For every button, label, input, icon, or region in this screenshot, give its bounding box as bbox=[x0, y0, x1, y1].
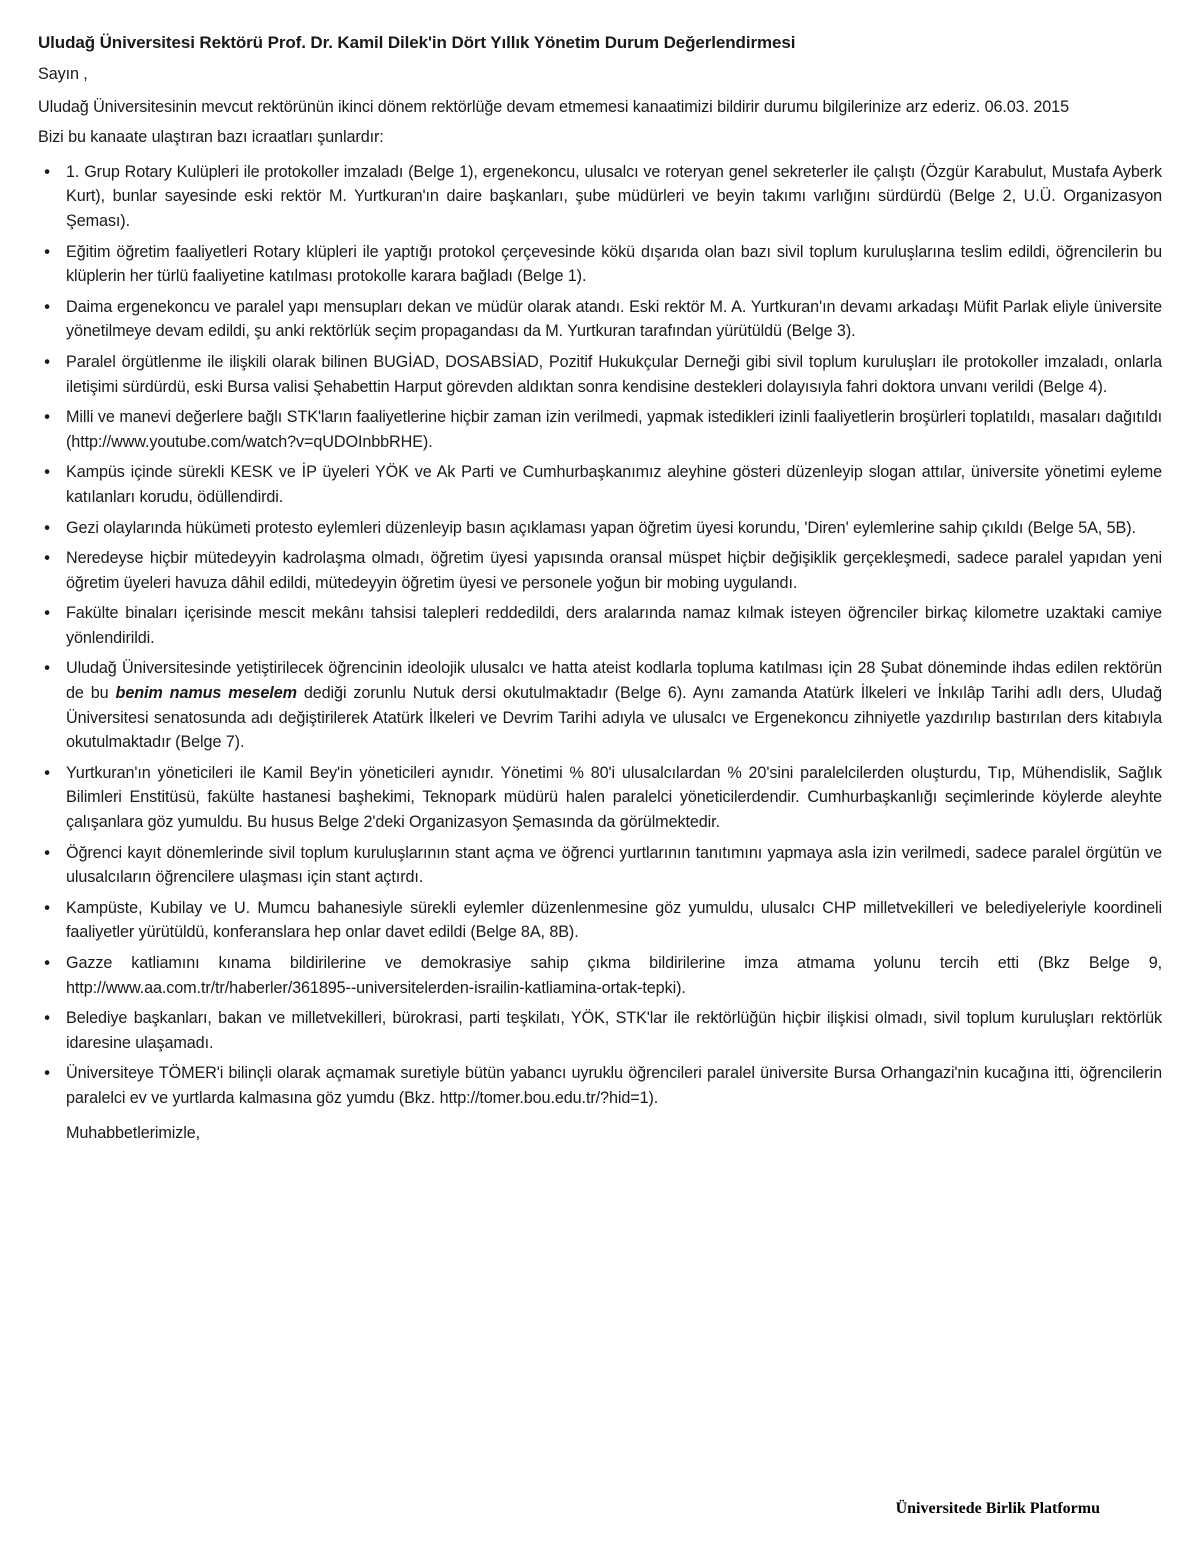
list-item-text: Paralel örgütlenme ile ilişkili olarak bilinen BUGİAD, DOSABSİAD, Pozitif Hukukçular Derneği gibi sivil toplum kuruluşları ile protokoller imzaladı, onlarla iletişimi sürdürdü, eski Bursa valisi Şehabettin Harput görevden aldıktan sonra kendisine destekleri dolayısıyla fahri doktora unvanı verildi (Belge 4). bbox=[66, 352, 1162, 396]
bullet-icon: • bbox=[44, 352, 50, 371]
list-item bbox=[38, 240, 1162, 289]
list-item-text: Belediye başkanları, bakan ve milletvekilleri, bürokrasi, parti teşkilatı, YÖK, STK'lar ile rektörlüğün hiçbir ilişkisi olmadı, sivil toplum kuruluşları rektörlük idaresine ulaşamadı. bbox=[66, 1009, 1162, 1052]
list-item-text: Kampüste, Kubilay ve U. Mumcu bahanesiyle sürekli eylemler düzenlenmesine göz yumuldu, ulusalcı CHP milletvekilleri ve belediyeleriyle koordineli faaliyetler yürütüldü, konferanslara hep onlar davet edildi (Belge 8A, 8B). bbox=[66, 898, 1162, 942]
list-item-text: 1. Grup Rotary Kulüpleri ile protokoller imzaladı (Belge 1), ergenekoncu, ulusalcı ve roteryan genel sekreterler ile çalıştı (Özgür Karabulut, Mustafa Ayberk Kurt), bunlar sayesinde eski rektör M. Yurtkuran'ın daire başkanları, şube müdürleri ve beyin takımı varlığını sürdürdü (Belge 2, U.Ü. Organizasyon Şeması). bbox=[66, 162, 1162, 230]
bullet-icon: • bbox=[44, 518, 50, 537]
list-item-text: Milli ve manevi değerlere bağlı STK'ların faaliyetlerine hiçbir zaman izin verilmedi, yapmak istedikleri izinli faaliyetlerin broşürleri toplatıldı, masaları dağıtıldı (http://www.youtube.com/watch?v=qUDOInbbRHE). bbox=[66, 408, 1162, 451]
action-list bbox=[38, 160, 1162, 1111]
list-item bbox=[38, 951, 1162, 1000]
list-item bbox=[38, 601, 1162, 650]
bullet-icon: • bbox=[44, 408, 50, 427]
lead-sentence: Bizi bu kanaate ulaştıran bazı icraatları şunlardır: bbox=[38, 128, 384, 147]
list-item bbox=[38, 160, 1162, 234]
closing-line: Muhabbetlerimizle, bbox=[66, 1123, 201, 1142]
bullet-icon: • bbox=[44, 549, 50, 568]
list-item bbox=[38, 516, 1162, 541]
list-item bbox=[38, 841, 1162, 890]
signature: Üniversitede Birlik Platformu bbox=[895, 1500, 1100, 1517]
list-item-text: Daima ergenekoncu ve paralel yapı mensupları dekan ve müdür olarak atandı. Eski rektör M. A. Yurtkuran'ın devamı arkadaşı Müfit Parlak eliyle üniversite yönetilmeye devam edildi, şu anki rektörlük seçim propagandası da M. Yurtkuran tarafından yürütüldü (Belge 3). bbox=[66, 297, 1162, 341]
list-item-text: Uludağ Üniversitesinde yetiştirilecek öğrencinin ideolojik ulusalcı ve hatta ateist kodlarla topluma katılması için 28 Şubat döneminde ihdas edilen rektörün de bu bbox=[66, 659, 1162, 703]
list-item bbox=[38, 405, 1162, 454]
list-item-text: Öğrenci kayıt dönemlerinde sivil toplum kuruluşlarının stant açma ve öğrenci yurtlarının tanıtımını yapmaya asla izin verilmedi, sadece paralel örgütün ve ulusalcıların öğrencilere ulaşması için stant açtırdı. bbox=[66, 843, 1162, 887]
list-item bbox=[38, 295, 1162, 344]
list-item-text: Kampüs içinde sürekli KESK ve İP üyeleri YÖK ve Ak Parti ve Cumhurbaşkanımız aleyhine gösteri düzenleyip slogan attılar, üniversite yönetimi eyleme katılanları korudu, ödüllendirdi. bbox=[66, 463, 1162, 506]
list-item-text: Fakülte binaları içerisinde mescit mekânı tahsisi talepleri reddedildi, ders aralarında namaz kılmak isteyen öğrenciler birkaç kilometre uzaktaki camiye yönlendirildi. bbox=[66, 604, 1162, 647]
bullet-icon: • bbox=[44, 843, 50, 862]
document-title: Uludağ Üniversitesi Rektörü Prof. Dr. Kamil Dilek'in Dört Yıllık Yönetim Durum Değerlendirmesi bbox=[38, 33, 796, 52]
bullet-icon: • bbox=[44, 1009, 50, 1028]
list-item bbox=[38, 656, 1162, 754]
list-item bbox=[38, 1061, 1162, 1110]
list-item-text: Neredeyse hiçbir mütedeyyin kadrolaşma olmadı, öğretim üyesi yapısında oransal müspet hiçbir değişiklik gerçekleşmedi, sadece paralel yapıdan yeni öğretim üyeleri havuza dâhil edildi, mütedeyyin öğretim üyesi ve personele yoğun bir mobing uygulandı. bbox=[66, 549, 1162, 592]
list-item bbox=[38, 1006, 1162, 1055]
bullet-icon: • bbox=[44, 763, 50, 782]
bullet-icon: • bbox=[44, 659, 50, 678]
bullet-icon: • bbox=[44, 242, 50, 261]
intro-paragraph: Uludağ Üniversitesinin mevcut rektörünün ikinci dönem rektörlüğe devam etmemesi kanaatimizi bildirir durumu bilgilerinize arz ederiz. 06.03. 2015 bbox=[38, 97, 1069, 116]
bullet-icon: • bbox=[44, 297, 50, 316]
list-item bbox=[38, 761, 1162, 835]
bullet-icon: • bbox=[44, 1064, 50, 1083]
salutation: Sayın , bbox=[38, 65, 88, 83]
bullet-icon: • bbox=[44, 162, 50, 181]
list-item bbox=[38, 350, 1162, 399]
list-item-text-continued: dediği zorunlu Nutuk dersi okutulmaktadır (Belge 6). Aynı zamanda Atatürk İlkeleri ve İnkılâp Tarihi adlı ders, Uludağ Üniversitesi senatosunda adı değiştirilerek Atatürk İlkeleri ve Devrim Tarihi adıyla ve ulusalcı ve Ergenekoncu zihniyetle yazdırılıp bastırılan ders kitabıyla okutulmaktadır (Belge 7). bbox=[66, 684, 1162, 752]
list-item-text: Gazze katliamını kınama bildirilerine ve demokrasiye sahip çıkma bildirilerine imza atmama yolunu tercih etti (Bkz Belge 9, http://www.aa.com.tr/tr/haberler/361895--universitelerden-israilin-katliamina-ortak-tepki). bbox=[66, 954, 1162, 997]
list-item-text: Eğitim öğretim faaliyetleri Rotary klüpleri ile yaptığı protokol çerçevesinde kökü dışarıda olan bazı sivil toplum kuruluşlarına teslim edildi, öğrencilerin bu klüplerin her türlü faaliyetine katılması protokolle karara bağladı (Belge 1). bbox=[66, 242, 1162, 286]
list-item bbox=[38, 896, 1162, 945]
list-item-text: Yurtkuran'ın yöneticileri ile Kamil Bey'in yöneticileri aynıdır. Yönetimi % 80'i ulusalcılardan % 20'sini paralelcilerden oluşturdu, Tıp, Mühendislik, Sağlık Bilimleri Enstitüsü, fakülte hastanesi başhekimi, Teknopark müdürü halen paralelci yöneticilerdendir. Cumhurbaşkanlığı seçimlerinde köylerde aleyhte çalışanlara göz yumuldu. Bu husus Belge 2'deki Organizasyon Şemasında da görülmektedir. bbox=[66, 763, 1162, 832]
bullet-icon: • bbox=[44, 898, 50, 917]
bullet-icon: • bbox=[44, 954, 50, 972]
list-item-text: Üniversiteye TÖMER'i bilinçli olarak açmamak suretiyle bütün yabancı uyruklu öğrencileri paralel üniversite Bursa Orhangazi'nin kucağına itti, öğrencilerin paralelci ev ve yurtlarda kalmasına göz yumdu (Bkz. http://tomer.bou.edu.tr/?hid=1). bbox=[66, 1064, 1162, 1107]
emphasized-phrase: benim namus meselem bbox=[115, 684, 297, 703]
list-item bbox=[38, 460, 1162, 509]
bullet-icon: • bbox=[44, 463, 50, 482]
bullet-icon: • bbox=[44, 604, 50, 623]
list-item-text: Gezi olaylarında hükümeti protesto eylemleri düzenleyip basın açıklaması yapan öğretim üyesi korundu, 'Diren' eylemlerine sahip çıkıldı (Belge 5A, 5B). bbox=[66, 518, 1136, 537]
list-item bbox=[38, 546, 1162, 595]
